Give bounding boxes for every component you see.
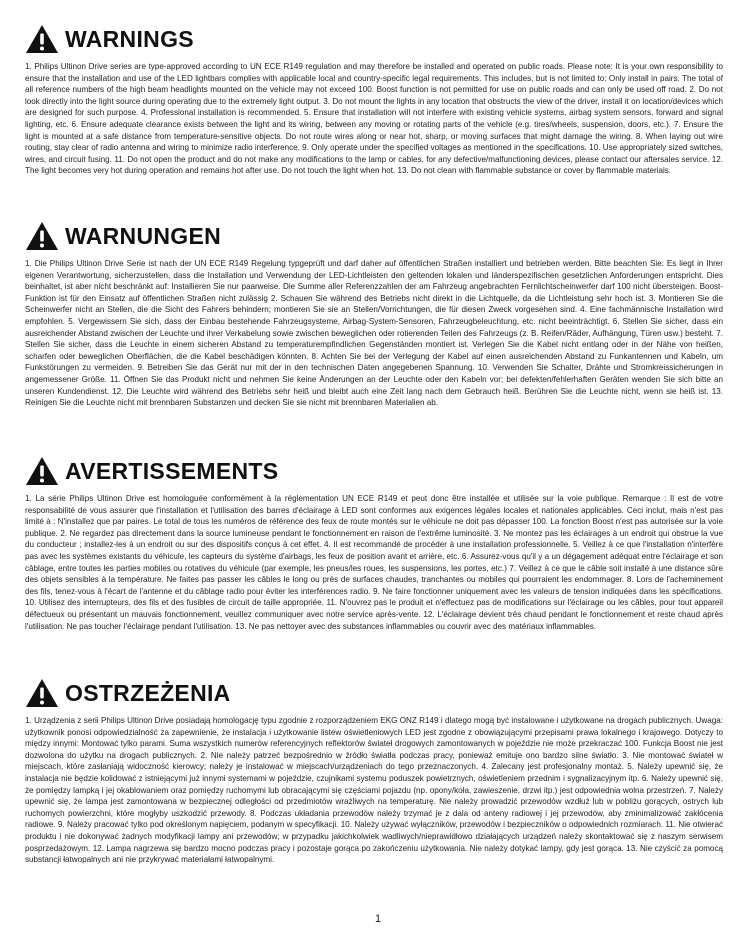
section-body: 1. Urządzenia z serii Philips Ultinon Drive posiadają homologację typu zgodnie z rozporządzeniem EKG ONZ R149 i dlatego mogą być instalowane i użytkowane na drogach publicznych. Uwaga: użytkownik ponosi odpowiedzialność za zapewnienie, że instalacja i użytkowanie listew oświetleniowych LED jest zgodne z obowiązującymi przepisami prawa lokalnego i krajowego. Dotyczy to między innymi: Montować tylko parami. Suma wszystkich numerów referencyjnych reflektorów świateł drogowych zamontowanych w pojeździe nie może przekraczać 100. Funkcja Boost nie jest dozwolona do użytku na drogach publicznych. 2. Nie należy patrzeć bezpośrednio w źródło światła podczas pracy, ponieważ emituje ono bardzo silne światło. 3. Nie montować świateł w miejscach, które zasłaniają widoczność kierowcy; należy je instalować w miejscach/urządzeniach do tego przeznaczonych. 4. Zalecany jest profesjonalny montaż. 5. Należy upewnić się, że instalacja nie będzie kolidować z istniejącymi już innymi systemami w pojeździe, czujnikami systemu poduszek powietrznych, oświetleniem przednim i sygnalizacyjnym itp. 6. Należy upewnić się, że pomiędzy lampką i jej okablowaniem oraz pomiędzy ruchomymi lub obracającymi się częściami pojazdu (np. opony/koła, zawieszenie, drzwi itp.) jest odpowiednia wolna przestrzeń. 7. Należy upewnić się, że lampa jest zamontowana w bezpiecznej odległości od przedmiotów wrażliwych na temperaturę. Nie należy prowadzić przewodów wzdłuż lub w pobliżu gorących, ostrych lub ruchomych powierzchni, które mogłyby uszkodzić przewody. 8. Podczas układania przewodów należy trzymać je z dala od anteny radiowej i jej przewodów, aby zminimalizować zakłócenia radiowe. 9. Należy pracować tylko pod określonym napięciem, podanym w specyfikacji. 10. Należy używać wyłączników, przewodów i bezpieczników o odpowiednich rozmiarach. 11. Nie otwierać produktu i nie dokonywać żadnych modyfikacji lampy ani przewodów; w przypadku jakichkolwiek wadliwych/nieprawidłowo działających urządzeń należy skontaktować się z naszym serwisem posprzedażowym. 12. Lampa nagrzewa się bardzo mocno podczas pracy i pozostaje gorąca po zakończeniu użytkowania. Nie należy dotykać lampy, gdy jest gorąca. 13. Nie czyścić za pomocą substancji łatwopalnych ani nie przykrywać materiałami łatwopalnymi. bbox=[25, 716, 723, 865]
section-header bbox=[25, 454, 723, 488]
warning-triangle-icon bbox=[25, 24, 59, 54]
warning-triangle-icon bbox=[25, 456, 59, 486]
section-title: OSTRZEŻENIA bbox=[65, 680, 231, 706]
section-body: 1. Philips Ultinon Drive series are type-approved according to UN ECE R149 regulation and may therefore be installed and operated on public roads. Please note: It is your own responsibility to ensure that the installation and use of the LED lightbars complies with applicable local and country-specific legal requirements. This includes, but is not limited to: Only install in pairs. The total of all reference numbers of the high beam headlights mounted on the vehicle may not exceed 100. Boost function is not permitted for use on public roads and can only be used off road. 2. Do not look directly into the light source during operating due to the extremely light output. 3. Do not mount the lights in any location that obstructs the view of the driver, install it on location/devices which are designed for such purpose. 4. Professional installation is recommended. 5. Ensure that installation will not interfere with existing vehicle systems, airbag system sensors, forward and signal lighting, etc. 6. Ensure adequate clearance exists between the light and its wiring, between any moving or rotating parts of the vehicle (e.g. tires/wheels, suspension, doors, etc.). 7. Ensure the light is mounted at a safe distance from temperature-sensitive objects. Do not route wires along or near hot, sharp, or moving surfaces that might damage the wiring. 8. When laying out wire routing, stay clear of radio antenna and wiring to minimize radio interference. 9. Only operate under the specified voltages as mentioned in the specifications. 10. Use appropriately sized switches, wires, and circuit fusing. 11. Do not open the product and do not make any modifications to the lamp or cables, for any defective/malfunctioning devices, please contact our aftersales service. 12. The light becomes very hot during operation and remains hot after use. Do not touch the light when hot. 13. Do not clean with flammable substance or cover by flammable materials. bbox=[25, 62, 723, 176]
page-number: 1 bbox=[374, 913, 382, 925]
warning-triangle-icon bbox=[25, 678, 59, 708]
section-header bbox=[25, 22, 723, 56]
section-warnings-fr bbox=[25, 454, 723, 632]
section-title: WARNUNGEN bbox=[65, 223, 222, 249]
section-title: AVERTISSEMENTS bbox=[65, 458, 279, 484]
section-header bbox=[25, 219, 723, 253]
section-body: 1. Die Philips Ultinon Drive Serie ist nach der UN ECE R149 Regelung typgeprüft und darf daher auf öffentlichen Straßen installiert und betrieben werden. Bitte beachten Sie: Es liegt in Ihrer eigenen Verantwortung, sicherzustellen, dass die Installation und Verwendung der LED-Lichtleisten den geltenden lokalen und länderspezifischen gesetzlichen Anforderungen entspricht. Dies beinhaltet, ist aber nicht beschränkt auf: Installieren Sie nur paarweise. Die Summe aller Referenzzahlen der am Fahrzeug angebrachten Fernlichtscheinwerfer darf 100 nicht übersteigen. Boost-Funktion ist für den Einsatz auf öffentlichen Straßen nicht zulässig 2. Schauen Sie während des Betriebs nicht direkt in die Lichtquelle, da die Lichtleistung sehr hoch ist. 3. Montieren Sie die Scheinwerfer nicht an Stellen, die die Sicht des Fahrers behindern; montieren Sie sie an Stellen/Vorrichtungen, die für diesen Zweck vorgesehen sind. 4. Eine fachmännische Installation wird empfohlen. 5. Vergewissern Sie sich, dass der Einbau bestehende Fahrzeugsysteme, Airbag-System-Sensoren, Fahrzeugbeleuchtung, etc. nicht beeinträchtigt. 6. Stellen Sie sicher, dass ein ausreichender Abstand zwischen der Leuchte und ihrer Verkabelung sowie zwischen beweglichen oder rotierenden Teilen des Fahrzeugs (z. B. Reifen/Räder, Aufhängung, Türen usw.) besteht. 7. Stellen Sie sicher, dass die Leuchte in einem sicheren Abstand zu temperaturempfindlichen Gegenständen montiert ist. Verlegen Sie die Kabel nicht entlang oder in der Nähe von heißen, scharfen oder beweglichen Oberflächen, die die Kabel beschädigen könnten. 8. Achten Sie bei der Verlegung der Kabel auf einen ausreichenden Abstand zu Funkantennen und Kabeln, um Funkstörungen zu vermeiden. 9. Betreiben Sie das Gerät nur mit der in den technischen Daten angegebenen Spannung. 10. Verwenden Sie Schalter, Drähte und Stromkreissicherungen in angemessener Größe. 11. Öffnen Sie das Produkt nicht und nehmen Sie keine Änderungen an der Leuchte oder den Kabeln vor; bei defekten/fehlerhaften Geräten wenden Sie sich bitte an unseren Kundendienst. 12. Die Leuchte wird während des Betriebs sehr heiß und bleibt auch eine Zeit lang nach dem Gebrauch heiß. Berühren Sie die Leuchte nicht, wenn sie heiß ist. 13. Reinigen Sie die Leuchte nicht mit brennbaren Substanzen und decken Sie sie nicht mit brennbaren Materialien ab. bbox=[25, 259, 723, 408]
warning-triangle-icon bbox=[25, 221, 59, 251]
section-title: WARNINGS bbox=[65, 26, 194, 52]
section-body: 1. La série Philips Ultinon Drive est homologuée conformément à la réglementation UN ECE R149 et peut donc être installée et utilisée sur la voie publique. Remarque : Il est de votre responsabilité de vous assurer que l'installation et l'utilisation des barres d'éclairage à LED sont conformes aux exigences légales locales et nationales applicables. Ceci inclut, mais n'est pas limité à : N'installez que par paires. Le total de tous les numéros de référence des feux de route montés sur le véhicule ne doit pas dépasser 100. La fonction Boost n'est pas autorisée sur la voie publique. 2. Ne regardez pas directement dans la source lumineuse pendant le fonctionnement en raison de l'extrême luminosité. 3. Ne montez pas les éclairages à un endroit qui obstrue la vue du conducteur ; installez-les à un endroit ou sur des dispositifs conçus à cet effet. 4. Il est recommandé de procéder à une installation professionnelle. 5. Veillez à ce que l'installation n'interfère pas avec les systèmes existants du véhicule, les capteurs du système d'airbags, les feux de position avant et arrière, etc. 6. Assurez-vous qu'il y a un dégagement adéquat entre l'éclairage et son câblage, entre toutes les parties mobiles ou rotatives du véhicule (par exemple, les pneus/les roues, les suspensions, les portes, etc.) 7. Veillez à ce que le câble soit installé à une distance sûre des objets sensibles à la température. Ne faites pas passer les câbles le long ou près de surfaces chaudes, tranchantes ou mobiles qui pourraient les endommager. 8. Lors de l'acheminement des fils, tenez-vous à l'écart de l'antenne et du câblage radio pour éviter les interférences radio. 9. Ne faire fonctionner uniquement avec les valeurs de tension indiquées dans les spécifications. 10. Utilisez des interrupteurs, des fils et des fusibles de circuit de taille appropriée. 11. N'ouvrez pas le produit et n'effectuez pas de modifications sur l'éclairage ou les câbles, pour tout appareil défectueux ou présentant un mauvais fonctionnement, veuillez communiquer avec notre service après-vente. 12. L'éclairage devient très chaud pendant le fonctionnement et reste chaud après l'utilisation. Ne pas toucher l'éclairage pendant l'utilisation. 13. Ne pas nettoyer avec des substances inflammables ou couvrir avec des matériaux inflammables. bbox=[25, 494, 723, 631]
section-warnings-pl bbox=[25, 676, 723, 866]
section-warnings-de bbox=[25, 219, 723, 409]
section-warnings-en bbox=[25, 22, 723, 177]
section-header bbox=[25, 676, 723, 710]
